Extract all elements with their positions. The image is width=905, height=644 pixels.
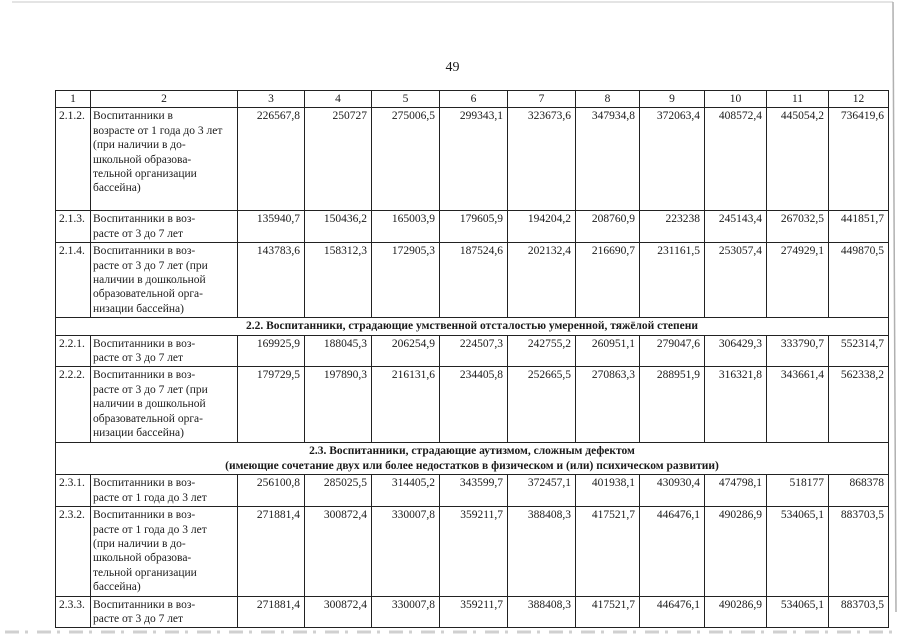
value-cell: 223238 <box>640 211 705 243</box>
desc-line: (при наличии в до- <box>93 537 186 550</box>
value-cell: 288951,9 <box>640 367 705 443</box>
header-cell: 11 <box>767 91 829 108</box>
row-description <box>91 108 238 211</box>
header-cell: 6 <box>440 91 508 108</box>
page-number: 49 <box>445 60 460 75</box>
value-cell: 333790,7 <box>767 335 829 367</box>
value-cell: 562338,2 <box>829 367 889 443</box>
table-row <box>56 507 889 596</box>
value-cell: 883703,5 <box>829 507 889 596</box>
row-code: 2.1.3. <box>56 211 91 243</box>
row-code: 2.3.2. <box>56 507 91 596</box>
header-cell: 4 <box>305 91 372 108</box>
value-cell: 224507,3 <box>440 335 508 367</box>
row-description <box>91 211 238 243</box>
value-cell: 169925,9 <box>238 335 305 367</box>
row-description <box>91 507 238 596</box>
value-cell: 343599,7 <box>440 475 508 507</box>
value-cell: 446476,1 <box>640 507 705 596</box>
desc-line: Воспитанники в воз- <box>93 509 196 522</box>
value-cell: 158312,3 <box>305 243 372 318</box>
desc-line: бассейна) <box>93 182 141 195</box>
row-description <box>91 596 238 628</box>
row-code: 2.1.4. <box>56 243 91 318</box>
value-cell: 300872,4 <box>305 596 372 628</box>
header-cell: 8 <box>576 91 640 108</box>
row-code: 2.3.3. <box>56 596 91 628</box>
value-cell: 441851,7 <box>829 211 889 243</box>
value-cell: 883703,5 <box>829 596 889 628</box>
desc-line: тельной организации <box>93 168 197 181</box>
table-row <box>56 108 889 211</box>
row-code: 2.2.1. <box>56 335 91 367</box>
row-description <box>91 335 238 367</box>
desc-line: наличии в дошкольной <box>93 274 206 287</box>
value-cell: 347934,8 <box>576 108 640 211</box>
value-cell: 474798,1 <box>705 475 767 507</box>
value-cell: 275006,5 <box>372 108 440 211</box>
desc-line: расте от 3 до 7 лет <box>93 227 184 240</box>
value-cell: 216131,6 <box>372 367 440 443</box>
value-cell: 143783,6 <box>238 243 305 318</box>
section-title-line: (имеющие сочетание двух или более недостатков в физическом и (или) психическом развитии) <box>225 459 719 472</box>
value-cell: 270863,3 <box>576 367 640 443</box>
value-cell: 372063,4 <box>640 108 705 211</box>
value-cell: 401938,1 <box>576 475 640 507</box>
desc-line: низации бассейна) <box>93 427 184 440</box>
value-cell: 206254,9 <box>372 335 440 367</box>
value-cell: 417521,7 <box>576 596 640 628</box>
section-row <box>56 443 889 475</box>
value-cell: 260951,1 <box>576 335 640 367</box>
value-cell: 490286,9 <box>705 596 767 628</box>
desc-line: Воспитанники в воз- <box>93 477 196 490</box>
value-cell: 253057,4 <box>705 243 767 318</box>
value-cell: 388408,3 <box>508 507 576 596</box>
desc-line: бассейна) <box>93 581 141 594</box>
section-title <box>56 443 889 475</box>
value-cell: 172905,3 <box>372 243 440 318</box>
value-cell: 868378 <box>829 475 889 507</box>
value-cell: 165003,9 <box>372 211 440 243</box>
value-cell: 187524,6 <box>440 243 508 318</box>
desc-line: Воспитанники в <box>93 110 173 123</box>
value-cell: 274929,1 <box>767 243 829 318</box>
value-cell: 408572,4 <box>705 108 767 211</box>
value-cell: 330007,8 <box>372 507 440 596</box>
value-cell: 271881,4 <box>238 507 305 596</box>
header-cell: 2 <box>91 91 238 108</box>
tariff-table <box>55 90 889 628</box>
value-cell: 552314,7 <box>829 335 889 367</box>
table-row <box>56 596 889 628</box>
desc-line: образовательной орга- <box>93 412 203 425</box>
value-cell: 197890,3 <box>305 367 372 443</box>
value-cell: 208760,9 <box>576 211 640 243</box>
row-description <box>91 243 238 318</box>
value-cell: 306429,3 <box>705 335 767 367</box>
value-cell: 285025,5 <box>305 475 372 507</box>
section-title: 2.2. Воспитанники, страдающие умственной отсталостью умеренной, тяжёлой степени <box>56 318 889 335</box>
value-cell: 250727 <box>305 108 372 211</box>
value-cell: 359211,7 <box>440 507 508 596</box>
header-row <box>56 91 889 108</box>
value-cell: 279047,6 <box>640 335 705 367</box>
desc-line: расте от 3 до 7 лет (при <box>93 259 208 272</box>
desc-line: расте от 3 до 7 лет (при <box>93 383 208 396</box>
value-cell: 330007,8 <box>372 596 440 628</box>
value-cell: 518177 <box>767 475 829 507</box>
value-cell: 242755,2 <box>508 335 576 367</box>
value-cell: 179729,5 <box>238 367 305 443</box>
value-cell: 490286,9 <box>705 507 767 596</box>
value-cell: 372457,1 <box>508 475 576 507</box>
table-row <box>56 475 889 507</box>
table-row <box>56 367 889 443</box>
row-code: 2.1.2. <box>56 108 91 211</box>
section-title-line: 2.3. Воспитанники, страдающие аутизмом, сложным дефектом <box>309 445 635 458</box>
header-cell: 7 <box>508 91 576 108</box>
table-row <box>56 211 889 243</box>
desc-line: расте от 1 года до 3 лет <box>93 523 207 536</box>
desc-line: низации бассейна) <box>93 302 184 315</box>
desc-line: расте от 3 до 7 лет <box>93 612 184 625</box>
value-cell: 256100,8 <box>238 475 305 507</box>
header-cell: 3 <box>238 91 305 108</box>
row-code: 2.3.1. <box>56 475 91 507</box>
value-cell: 135940,7 <box>238 211 305 243</box>
header-cell: 5 <box>372 91 440 108</box>
value-cell: 343661,4 <box>767 367 829 443</box>
value-cell: 194204,2 <box>508 211 576 243</box>
value-cell: 316321,8 <box>705 367 767 443</box>
desc-line: расте от 1 года до 3 лет <box>93 491 207 504</box>
value-cell: 245143,4 <box>705 211 767 243</box>
value-cell: 226567,8 <box>238 108 305 211</box>
desc-line: школьной образова- <box>93 153 192 166</box>
value-cell: 417521,7 <box>576 507 640 596</box>
desc-line: Воспитанники в воз- <box>93 245 196 258</box>
table-row <box>56 335 889 367</box>
value-cell: 150436,2 <box>305 211 372 243</box>
value-cell: 216690,7 <box>576 243 640 318</box>
header-cell: 1 <box>56 91 91 108</box>
row-code: 2.2.2. <box>56 367 91 443</box>
value-cell: 359211,7 <box>440 596 508 628</box>
value-cell: 736419,6 <box>829 108 889 211</box>
desc-line: школьной образова- <box>93 552 192 565</box>
table-row <box>56 243 889 318</box>
value-cell: 430930,4 <box>640 475 705 507</box>
value-cell: 314405,2 <box>372 475 440 507</box>
row-description <box>91 367 238 443</box>
header-cell: 12 <box>829 91 889 108</box>
value-cell: 252665,5 <box>508 367 576 443</box>
value-cell: 300872,4 <box>305 507 372 596</box>
desc-line: расте от 3 до 7 лет <box>93 352 184 365</box>
value-cell: 271881,4 <box>238 596 305 628</box>
desc-line: Воспитанники в воз- <box>93 213 196 226</box>
value-cell: 267032,5 <box>767 211 829 243</box>
value-cell: 449870,5 <box>829 243 889 318</box>
value-cell: 299343,1 <box>440 108 508 211</box>
header-cell: 10 <box>705 91 767 108</box>
value-cell: 445054,2 <box>767 108 829 211</box>
desc-line: наличии в дошкольной <box>93 398 206 411</box>
value-cell: 323673,6 <box>508 108 576 211</box>
value-cell: 188045,3 <box>305 335 372 367</box>
value-cell: 446476,1 <box>640 596 705 628</box>
value-cell: 534065,1 <box>767 507 829 596</box>
desc-line: образовательной орга- <box>93 288 203 301</box>
header-cell: 9 <box>640 91 705 108</box>
value-cell: 534065,1 <box>767 596 829 628</box>
value-cell: 231161,5 <box>640 243 705 318</box>
value-cell: 202132,4 <box>508 243 576 318</box>
section-row <box>56 318 889 335</box>
value-cell: 234405,8 <box>440 367 508 443</box>
desc-line: Воспитанники в воз- <box>93 598 196 611</box>
value-cell: 388408,3 <box>508 596 576 628</box>
value-cell: 179605,9 <box>440 211 508 243</box>
desc-line: Воспитанники в воз- <box>93 337 196 350</box>
desc-line: (при наличии в до- <box>93 139 186 152</box>
desc-line: тельной организации <box>93 566 197 579</box>
desc-line: Воспитанники в воз- <box>93 369 196 382</box>
row-description <box>91 475 238 507</box>
desc-line: возрасте от 1 года до 3 лет <box>93 124 223 137</box>
